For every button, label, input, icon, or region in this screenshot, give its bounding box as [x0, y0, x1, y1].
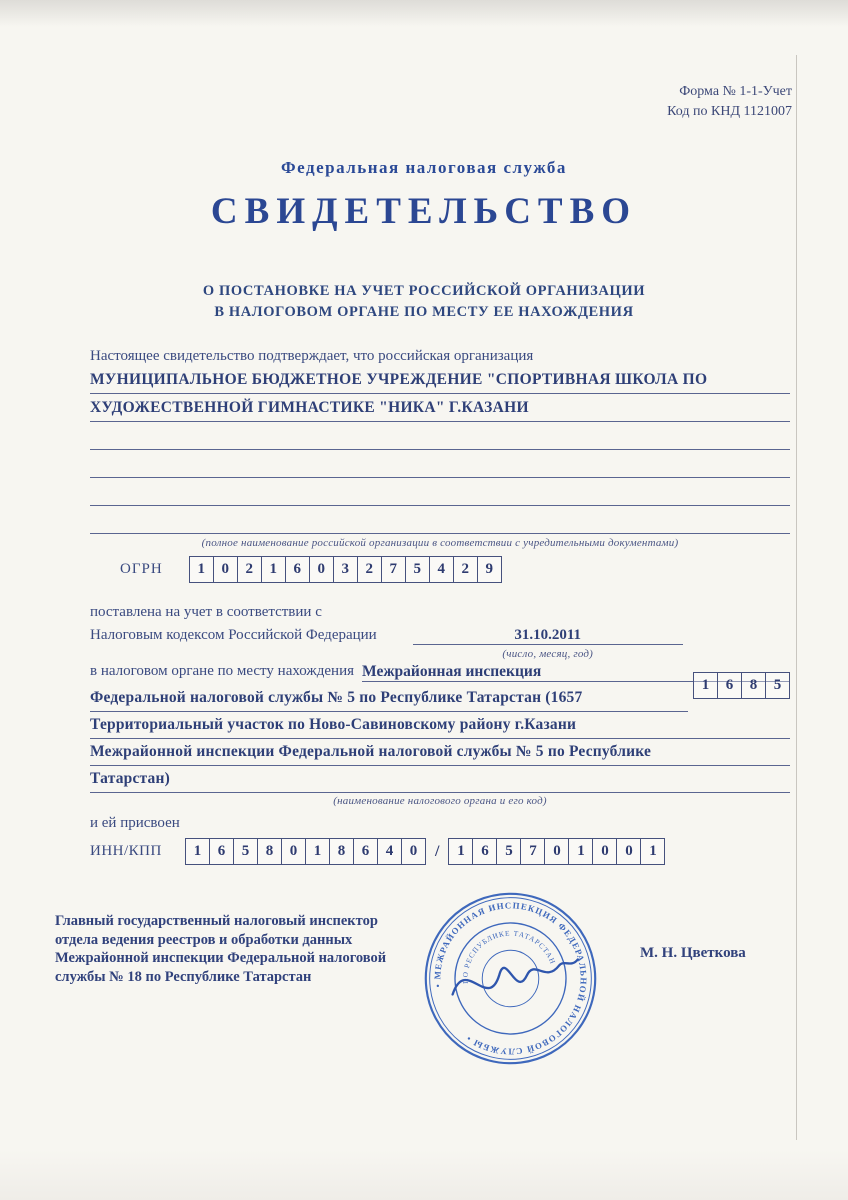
digit-cell: 1 — [185, 838, 210, 865]
blank-write-line — [90, 506, 790, 534]
stamp-seal-graphic — [407, 875, 613, 1081]
authority-name-start: Межрайонная инспекция — [362, 663, 790, 682]
kpp-digit-boxes — [448, 838, 665, 865]
ogrn-label: ОГРН — [120, 561, 163, 577]
inn-kpp-separator: / — [435, 842, 440, 860]
signatory-title-line2: отдела ведения реестров и обработки данных — [55, 931, 353, 948]
registered-intro: поставлена на учет в соответствии с — [90, 604, 322, 620]
digit-cell: 9 — [478, 556, 502, 583]
digit-cell: 5 — [234, 838, 258, 865]
authority-name-line2: Федеральной налоговой службы № 5 по Республике Татарстан (1657 — [90, 685, 688, 712]
digit-cell: 4 — [378, 838, 402, 865]
organization-name-block — [90, 366, 790, 549]
digit-cell: 4 — [430, 556, 454, 583]
digit-cell: 1 — [306, 838, 330, 865]
tax-code-text: Налоговым кодексом Российской Федерации — [90, 627, 377, 643]
inn-kpp-label: ИНН/КПП — [90, 843, 162, 859]
intro-text: Настоящее свидетельство подтверждает, что российская организация — [90, 348, 534, 364]
signatory-title-block — [55, 912, 415, 986]
digit-cell: 0 — [545, 838, 569, 865]
inn-kpp-row — [90, 838, 665, 865]
inn-digit-boxes — [185, 838, 426, 865]
digit-cell: 5 — [497, 838, 521, 865]
authority-name-line4: Межрайонной инспекции Федеральной налоговой службы № 5 по Республике — [90, 739, 790, 766]
digit-cell: 0 — [214, 556, 238, 583]
digit-cell: 1 — [262, 556, 286, 583]
digit-cell: 3 — [334, 556, 358, 583]
document-subtitle — [0, 281, 848, 323]
authority-caption: (наименование налогового органа и его код) — [333, 795, 547, 807]
digit-cell: 2 — [358, 556, 382, 583]
form-info-block — [667, 82, 792, 122]
digit-cell: 6 — [210, 838, 234, 865]
digit-cell: 6 — [473, 838, 497, 865]
registration-date-row — [90, 627, 790, 660]
blank-write-line — [90, 478, 790, 506]
organization-name-line2: ХУДОЖЕСТВЕННОЙ ГИМНАСТИКЕ "НИКА" Г.КАЗАНИ — [90, 394, 790, 422]
document-subtitle-line2: В НАЛОГОВОМ ОРГАНЕ ПО МЕСТУ ЕЕ НАХОЖДЕНИЯ — [214, 304, 634, 320]
digit-cell: 1 — [569, 838, 593, 865]
digit-cell: 5 — [766, 672, 790, 699]
authority-intro-row — [90, 663, 790, 682]
assigned-intro: и ей присвоен — [90, 815, 180, 831]
registration-date-caption: (число, месяц, год) — [502, 648, 594, 660]
organization-name-line1: МУНИЦИПАЛЬНОЕ БЮДЖЕТНОЕ УЧРЕЖДЕНИЕ "СПОРТИВНАЯ ШКОЛА ПО — [90, 366, 790, 394]
stamp-ring-text-outer: • МЕЖРАЙОННАЯ ИНСПЕКЦИЯ ФЕДЕРАЛЬНОЙ НАЛОГОВОЙ СЛУЖБЫ • — [432, 900, 589, 1057]
digit-cell: 7 — [382, 556, 406, 583]
digit-cell: 6 — [718, 672, 742, 699]
digit-cell: 1 — [641, 838, 665, 865]
digit-cell: 8 — [330, 838, 354, 865]
digit-cell: 6 — [286, 556, 310, 583]
registration-date-field — [413, 627, 683, 660]
blank-write-line — [90, 422, 790, 450]
official-stamp — [407, 875, 613, 1081]
ogrn-digit-boxes — [189, 556, 502, 583]
document-title: СВИДЕТЕЛЬСТВО — [210, 191, 638, 232]
authority-name-line3: Территориальный участок по Ново-Савиновскому району г.Казани — [90, 712, 790, 739]
form-number: Форма № 1-1-Учет — [679, 84, 792, 99]
signatory-title-line1: Главный государственный налоговый инспектор — [55, 913, 378, 929]
digit-cell: 2 — [454, 556, 478, 583]
agency-name: Федеральная налоговая служба — [281, 158, 567, 177]
knd-code: Код по КНД 1121007 — [667, 104, 792, 119]
digit-cell: 1 — [693, 672, 718, 699]
digit-cell: 2 — [238, 556, 262, 583]
blank-write-line — [90, 450, 790, 478]
digit-cell: 8 — [258, 838, 282, 865]
digit-cell: 5 — [406, 556, 430, 583]
authority-intro-text: в налоговом органе по месту нахождения — [90, 663, 355, 679]
digit-cell: 0 — [593, 838, 617, 865]
digit-cell: 7 — [521, 838, 545, 865]
authority-code-boxes — [693, 672, 790, 699]
digit-cell: 6 — [354, 838, 378, 865]
signatory-name: М. Н. Цветкова — [640, 945, 746, 961]
digit-cell: 0 — [310, 556, 334, 583]
registration-date-value: 31.10.2011 — [514, 627, 582, 643]
digit-cell: 8 — [742, 672, 766, 699]
authority-name-line5: Татарстан) — [90, 766, 790, 793]
svg-text:ПО РЕСПУБЛИКЕ ТАТАРСТАН — [455, 923, 559, 985]
document-subtitle-line1: О ПОСТАНОВКЕ НА УЧЕТ РОССИЙСКОЙ ОРГАНИЗАЦИИ — [202, 283, 646, 299]
digit-cell: 0 — [282, 838, 306, 865]
digit-cell: 1 — [448, 838, 473, 865]
ogrn-row — [120, 556, 502, 583]
digit-cell: 1 — [189, 556, 214, 583]
signatory-title-line4: службы № 18 по Республике Татарстан — [55, 968, 312, 985]
stamp-ring-text-inner: ПО РЕСПУБЛИКЕ ТАТАРСТАН — [460, 928, 558, 985]
svg-text:• МЕЖРАЙОННАЯ ИНСПЕКЦИЯ ФЕДЕРА — [423, 891, 597, 1065]
digit-cell: 0 — [617, 838, 641, 865]
digit-cell: 0 — [402, 838, 426, 865]
organization-name-caption: (полное наименование российской организации в соответствии с учредительными документами) — [201, 537, 679, 549]
signatory-title-line3: Межрайонной инспекции Федеральной налоговой — [55, 950, 387, 966]
